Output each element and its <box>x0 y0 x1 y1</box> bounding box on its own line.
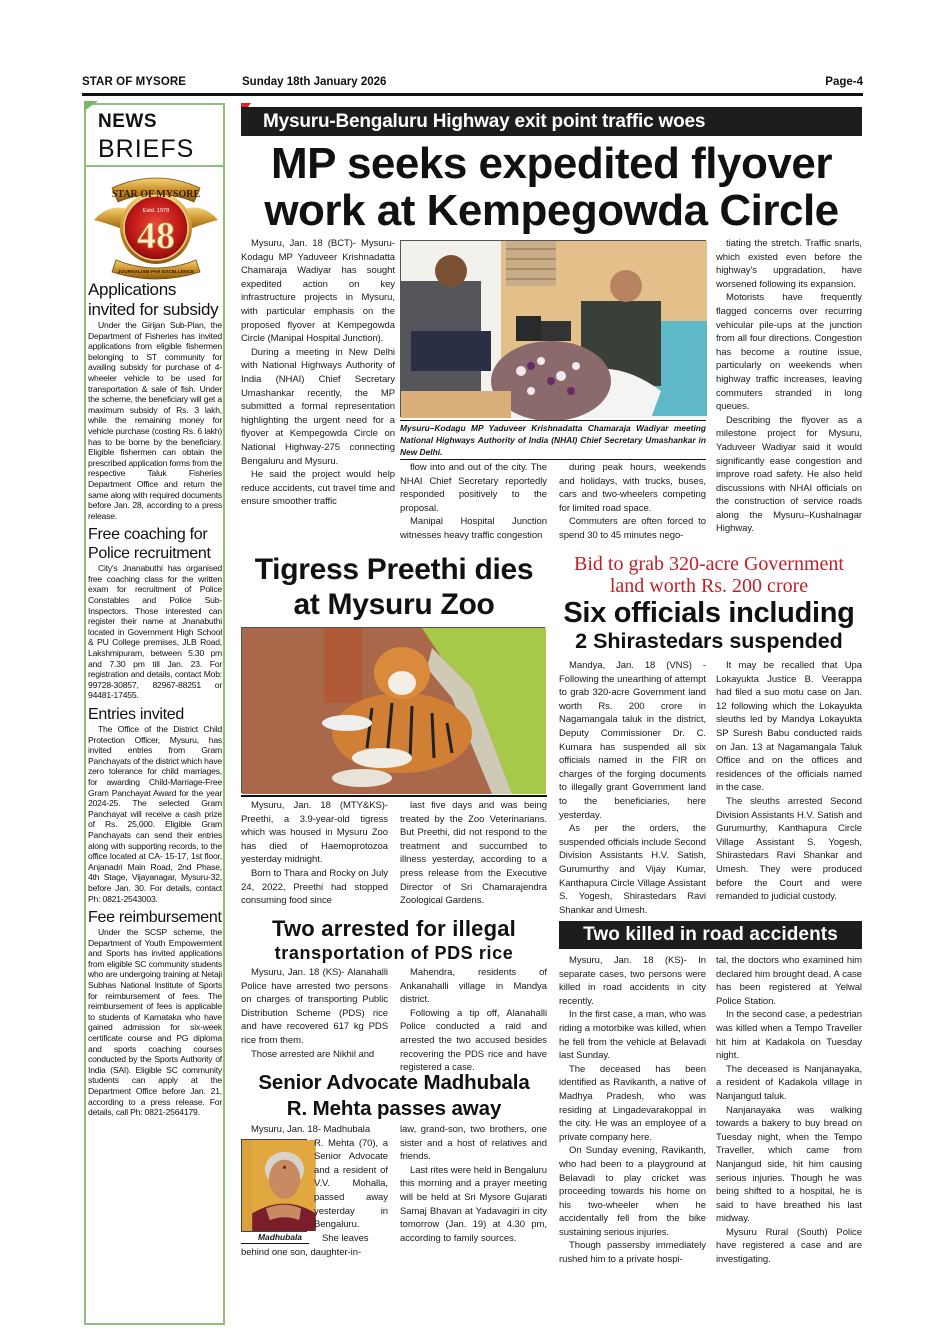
paragraph: It may be recalled that Upa Lokayukta Justice B. Veerappa had filed a suo motu case on Jan. 12 following which the Lokayukta sleuths led by Mandya Lokayukta SP Suresh Babu conducted raids on Jan. 13 at Nagamangala Taluk Office and on the offices and residences of the officials named in the case. <box>716 660 862 794</box>
lead-headline-line1: MP seeks expedited flyover <box>271 139 832 188</box>
paragraph: last five days and was being treated by the Zoo Veterinarians. But Preethi, did not respond to the treatment and succumbed to illness yesterday, according to a press release from the Executive Director of Sri Chamarajendra Zoological Gardens. <box>400 800 547 907</box>
logo-top-text: STAR OF MYSORE <box>111 189 201 200</box>
paragraph: Mysuru Rural (South) Police have registered a case and are investigating. <box>716 1226 862 1266</box>
tiger-headline <box>241 552 547 622</box>
news-briefs-title-1: NEWS <box>98 111 157 132</box>
brief-heading: Police recruitment <box>88 545 211 563</box>
paragraph: Born to Thara and Rocky on July 24, 2022, Preethi had stopped consuming food since <box>241 867 388 907</box>
pds-col-1 <box>241 966 388 1066</box>
brief-body: The Office of the District Child Protection Officer, Mysuru, has invited entries from Gram Panchayats of the district which have zero tolerance for child marriages, for awarding Child-Marriage-Free Gram Panchayat Award for the year 2024-25. The selected Gram Panchayat will receive a cash prize of Rs. 25,000. Eligible Gram Panchayats can send their entries along with supporting records, to the office located at CA- 15-17, 1st floor, Anjanadri Main Road, 2nd Phase, 4th Stage, Vijayanagar, Mysuru-32, before Jan. 30. For details, contact Ph: 0821-2543003. <box>88 724 222 904</box>
brief-entries-invited <box>88 705 222 904</box>
tiger-headline-line2: at Mysuru Zoo <box>293 588 495 621</box>
brief-heading: Entries invited <box>88 706 184 723</box>
paragraph: Manipal Hospital Junction witnesses heavy traffic congestion <box>400 516 547 541</box>
pds-headings <box>241 916 547 964</box>
page-number: Page-4 <box>825 76 863 88</box>
paragraph: Mysuru, Jan. 18 (KS)- In separate cases, two persons were killed in road accidents in city recently. <box>559 955 706 1007</box>
road-col-1 <box>559 954 706 1264</box>
pds-headline-line1: Two arrested for illegal <box>271 916 516 941</box>
pds-col-2 <box>400 966 547 1074</box>
lead-strap <box>241 107 862 136</box>
obit-tail: behind one son, daughter-in- <box>241 1246 362 1258</box>
paragraph: tiating the stretch. Traffic snarls, which existed even before the highway's upgradation, have worsened following its expansion. <box>716 238 862 290</box>
paragraph: Mysuru, Jan. 18 (BCT)- Mysuru-Kodagu MP Yaduveer Krishnadatta Chamaraja Wadiyar has sought expedited action on key infrastructure projects in Mysuru, with particular emphasis on the proposed flyover at Kempegowda Circle (Manipal Hospital Junction). <box>241 238 395 345</box>
news-briefs-title-2: BRIEFS <box>98 135 195 163</box>
paragraph: R. Mehta (70), a Senior Advocate and a resident of V.V. Mohalla, passed away yesterday in Bengaluru. <box>314 1137 388 1231</box>
logo-estd: Estd. 1978 <box>142 208 170 214</box>
paragraph: flow into and out of the city. The NHAI Chief Secretary reportedly responded positively to the proposal. <box>400 462 547 514</box>
land-col-2 <box>716 659 862 914</box>
road-strap-text: Two killed in road accidents <box>583 924 838 945</box>
land-kicker-line2: land worth Rs. 200 crore <box>609 575 809 597</box>
obit-headline-line2: R. Mehta passes away <box>286 1097 502 1120</box>
brief-heading: Fee reimbursement <box>88 909 222 927</box>
masthead-rule <box>82 93 863 96</box>
issue-date: Sunday 18th January 2026 <box>242 76 387 88</box>
photo-caption-mp: Mysuru–Kodagu MP Yaduveer Krishnadatta Chamaraja Wadiyar meeting National Highways Authority of India (NHAI) Chief Secretary Umashankar in New Delhi. <box>400 420 706 460</box>
paragraph: Last rites were held in Bengaluru this morning and a prayer meeting will be held at Sri Mysore Gujarati Samaj Bhavan at Yadavagiri in city tomorrow (Jan. 19) at 4.30 pm, according to family sources. <box>400 1164 547 1244</box>
paragraph: Nanjanayaka was walking towards a bakery to buy bread on Tuesday night, when the Tempo Traveller, which came from Nanjangud side, hit him causing serious injuries. Though he was being shifted to a hospital, he is said to have breathed his last midway. <box>716 1104 862 1225</box>
photo-caption-madhubala: Madhubala <box>241 1232 309 1244</box>
obit-col-1 <box>241 1123 388 1263</box>
obit-photo-block <box>241 1139 309 1244</box>
brief-free-coaching <box>88 525 222 701</box>
land-headline-line2: 2 Shirastedars suspended <box>575 629 843 653</box>
obit-headline <box>241 1070 547 1122</box>
lead-headline <box>241 140 862 234</box>
land-col-1 <box>559 659 706 914</box>
land-kicker-line1: Bid to grab 320-acre Government <box>574 553 844 575</box>
paragraph: He said the project would help reduce accidents, cut travel time and ensure smoother traffic <box>241 469 395 508</box>
paragraph: Though passersby immediately rushed him to a private hospi- <box>559 1240 706 1266</box>
lead-headline-line2: work at Kempegowda Circle <box>264 186 839 235</box>
briefs-list <box>88 280 222 1322</box>
brief-fee-reimbursement <box>88 908 222 1118</box>
lead-col-1 <box>241 237 395 547</box>
brief-heading: Applications <box>88 280 177 299</box>
brief-applications <box>88 280 222 521</box>
paragraph: She leaves <box>322 1232 369 1244</box>
paragraph: Mysuru, Jan. 18 (KS)- Alanahalli Police have arrested two persons on charges of transporting Public Distribution Scheme (PDS) rice and have recovered 617 kg PDS rice from them. <box>241 967 388 1046</box>
road-strap <box>559 921 862 949</box>
land-headline-line1: Six officials including <box>563 597 855 629</box>
lead-col-4 <box>716 237 862 549</box>
brief-body: Under the Girijan Sub-Plan, the Department of Fisheries has invited applications from eligible fishermen belonging to ST community for availing subsidy for purchase of 4-wheeler vehicle to be used for transportation & sale of fish. Under the scheme, the beneficiary will get a maximum subsidy of Rs. 3 lakh, while the remaining money for vehicle purchase (costing Rs. 6 lakh) has to be borne by the beneficiary. Eligible fishermen can obtain the prescribed application forms from the respective Taluk Fisheries Department Office and return the same along with required documents before Jan. 28, according to a press release. <box>88 320 222 521</box>
paragraph: Those arrested are Nikhil and <box>251 1048 375 1060</box>
paragraph: During a meeting in New Delhi with National Highways Authority of India (NHAI) Chief Secretary Umashankar recently, the MP submitted a formal representation highlighting the urgent need for a flyover at Kempegowda Circle on National Highway-275 connecting Bengaluru and Mysuru. <box>241 346 395 467</box>
paragraph: tal, the doctors who examined him declared him brought dead. A case has been registered at Yelwal Police Station. <box>716 955 862 1007</box>
paragraph: In the second case, a pedestrian was killed when a Tempo Traveller hit him at Kadakola on Tuesday night. <box>716 1009 862 1062</box>
road-col-2 <box>716 954 862 1264</box>
paragraph: The deceased has been identified as Ravikanth, a native of Madhya Pradesh, who was residing at Lingadevarakoppal in the city. He was an employee of a private company here. <box>559 1063 706 1143</box>
news-briefs-header <box>86 105 223 167</box>
brief-heading: invited for subsidy <box>88 300 219 319</box>
tiger-col-2 <box>400 799 547 911</box>
paragraph: Mysuru, Jan. 18 (MTY&KS)- Preethi, a 3.9-year-old tigress which was housed in Mysuru Zoo has died of Haemoprotozoa yesterday midnight. <box>241 800 388 866</box>
brief-body: City's Jnanabuthi has organised free coaching class for the written exam for recruitment of Police Constables and Police Sub-Inspectors. Those interested can register their name at Jnanabuthi located in Government High School & PU College premises, JLB Road, Lakshmipuram, between 5.30 pm and 7.30 pm till Jan. 23. For registration and details, contact Mob: 99728-30857, 82967-88251 or 94481-17455. <box>88 563 222 701</box>
photo-mp-meeting <box>400 240 706 417</box>
newspaper-name: STAR OF MYSORE <box>82 76 187 88</box>
logo-number: 48 <box>137 215 175 257</box>
masthead <box>82 76 863 94</box>
logo-bottom-text: JOURNALISM PAR EXCELLENCE <box>117 270 195 275</box>
photo-tigress <box>241 627 545 793</box>
paragraph: Mandya, Jan. 18 (VNS) - Following the unearthing of attempt to grab 320-acre Government land worth Rs. 200 crore in Nagamangala taluk in the district, Deputy Commissioner Dr. C. Kumara has suspended all six officials named in the FIR on charges of the forging documents to illegally grant Government land to the beneficiaries, here yesterday. <box>559 660 706 821</box>
paragraph: during peak hours, weekends and holidays, with trucks, buses, cars and two-wheelers competing for limited road space. <box>559 462 706 514</box>
lead-col-3 <box>559 461 706 547</box>
paragraph: Mahendra, residents of Ankanahalli village in Mandya district. <box>400 967 547 1006</box>
paragraph: Following a tip off, Alanahalli Police conducted a raid and arrested the two accused besides recovering the PDS rice and have registered a case. <box>400 1007 547 1074</box>
tiger-col-1 <box>241 799 388 911</box>
pds-headline-line2: transportation of PDS rice <box>274 943 514 963</box>
photo-madhubala <box>241 1139 307 1232</box>
paragraph: Describing the flyover as a milestone project for Mysuru, Yaduveer Wadiyar said it would significantly ease congestion and improve road safety. He also held discussions with NHAI officials on the construction of service roads along the Mysuru–Kushalnagar Highway. <box>716 414 862 535</box>
paragraph: On Sunday evening, Ravikanth, who had been to a playground at Belavadi to play cricket was proceeding towards his home on his two-wheeler when he accidentally fell from the bike sustaining serious injuries. <box>559 1145 706 1238</box>
obit-dateline: Mysuru, Jan. 18- Madhubala <box>251 1124 371 1135</box>
tiger-headline-line1: Tigress Preethi dies <box>254 553 534 586</box>
paragraph: Commuters are often forced to spend 30 to 45 minutes nego- <box>559 516 706 541</box>
paragraph: In the first case, a man, who was riding a motorbike was killed, when he fell from the vehicle at Belavadi last Sunday. <box>559 1009 706 1062</box>
obit-col-2 <box>400 1123 547 1263</box>
paragraph: The deceased is Nanjanayaka, a resident of Kadakola village in Nanjangud taluk. <box>716 1063 862 1102</box>
star-of-mysore-48-logo <box>90 172 222 282</box>
paragraph: law, grand-son, two brothers, one sister and a host of relatives and friends. <box>400 1124 547 1163</box>
paragraph: Motorists have frequently flagged concerns over recurring vehicular pile-ups at the junction from all four directions. Congestion has become a routine issue, particularly on weekends when highway traffic increases, leaving commuters stranded in long queues. <box>716 292 862 413</box>
brief-heading: Free coaching for <box>88 526 208 544</box>
divider <box>241 795 547 797</box>
obit-headline-line1: Senior Advocate Madhubala <box>258 1071 530 1094</box>
brief-body: Under the SCSP scheme, the Department of Youth Empowerment and Sports has invited applications from eligible SC community students who are undergoing training at Netaji Subhas National Institute of Sports for reimbursement of fees. The reimbursement of fees is applicable to students of Karnataka who have gained admission for six-week certificate course and PG diploma and sports coaching courses conducted by the Sports Authority of India (SAI). Eligible SC community students can apply at the Department Office before Jan. 21, according to a press release. For details, call Ph: 0821-2564179. <box>88 927 222 1118</box>
lead-strap-text: Mysuru-Bengaluru Highway exit point traffic woes <box>263 111 706 132</box>
paragraph: As per the orders, the suspended officials include Second Division Assistants H.V. Satish, Gurumurthy and Vijay Kumar, Kanthapura Circle Village Assistant S. Yogesh, Shirastedars Ravi Shankar and Umesh. <box>559 823 706 916</box>
paragraph: The sleuths arrested Second Division Assistants H.V. Satish and Gurumurthy, Kanthapura Circle Village Assistant S. Yogesh, Shirastedars Ravi Shankar and Umesh. They were produced before the Court and were remanded to judicial custody. <box>716 795 862 903</box>
land-headings <box>555 553 863 653</box>
lead-col-2 <box>400 461 547 547</box>
